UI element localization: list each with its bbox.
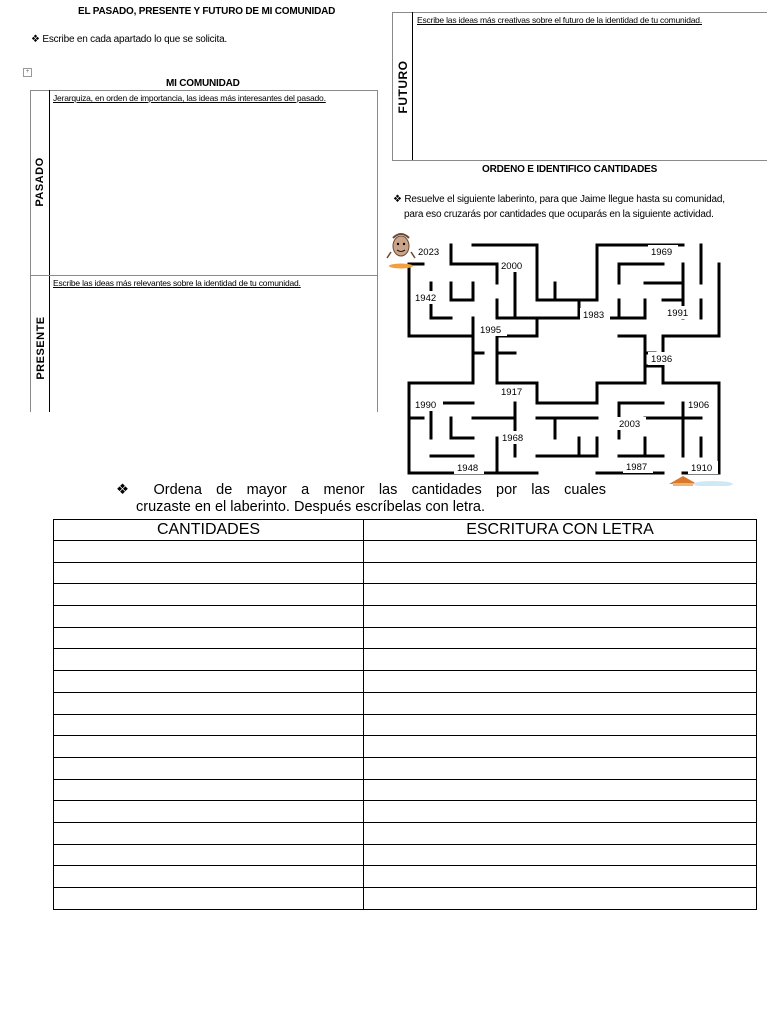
maze-number: 1910 (691, 463, 713, 474)
pasado-answer-area[interactable] (52, 106, 374, 272)
table-move-handle-icon[interactable]: + (23, 68, 32, 77)
cantidad-cell[interactable] (54, 627, 364, 649)
maze-number: 1936 (651, 354, 673, 365)
table-row (54, 844, 757, 866)
cantidad-cell[interactable] (54, 692, 364, 714)
escritura-cell[interactable] (364, 692, 757, 714)
escritura-cell[interactable] (364, 714, 757, 736)
maze-number: 1917 (501, 387, 523, 398)
escritura-cell[interactable] (364, 888, 757, 910)
maze-number: 1968 (502, 433, 524, 444)
table-row (54, 822, 757, 844)
maze-number: 2000 (501, 261, 523, 272)
escritura-cell[interactable] (364, 541, 757, 563)
pasado-prompt: Jerarquiza, en orden de importancia, las ideas más interesantes del pasado. (53, 93, 326, 103)
cantidad-cell[interactable] (54, 844, 364, 866)
table-row (54, 866, 757, 888)
maze-number: 2003 (619, 419, 641, 430)
cantidad-cell[interactable] (54, 779, 364, 801)
table-row (54, 714, 757, 736)
instruction-2 (393, 192, 725, 222)
cantidad-cell[interactable] (54, 888, 364, 910)
main-title: EL PASADO, PRESENTE Y FUTURO DE MI COMUNIDAD (78, 6, 336, 17)
escritura-cell[interactable] (364, 801, 757, 823)
futuro-answer-area[interactable] (416, 28, 762, 156)
cantidad-cell[interactable] (54, 541, 364, 563)
section-2-title: ORDENO E IDENTIFICO CANTIDADES (482, 164, 658, 175)
table-row (54, 888, 757, 910)
maze-number: 1948 (457, 463, 479, 474)
escritura-cell[interactable] (364, 844, 757, 866)
table-row (54, 757, 757, 779)
instruction-3a-text: Ordena de mayor a menor las cantidades por las cuales (153, 482, 607, 498)
maze-number: 1969 (651, 247, 673, 258)
cantidad-cell[interactable] (54, 649, 364, 671)
maze-number: 1906 (688, 400, 710, 411)
cantidad-cell[interactable] (54, 714, 364, 736)
escritura-cell[interactable] (364, 822, 757, 844)
table-row (54, 801, 757, 823)
instruction-2b-text: para eso cruzarás por cantidades que ocuparás en la siguiente actividad. (404, 209, 714, 220)
cantidad-cell[interactable] (54, 671, 364, 693)
escritura-cell[interactable] (364, 671, 757, 693)
cantidad-cell[interactable] (54, 866, 364, 888)
escritura-cell[interactable] (364, 627, 757, 649)
futuro-prompt: Escribe las ideas más creativas sobre el futuro de la identidad de tu comunidad. (417, 15, 702, 25)
maze-number: 1942 (415, 293, 437, 304)
table-row (54, 671, 757, 693)
maze-number: 1991 (667, 308, 689, 319)
presente-answer-area[interactable] (52, 292, 374, 410)
maze (383, 228, 740, 486)
table-row (54, 562, 757, 584)
presente-label: PRESENTE (35, 316, 47, 380)
escritura-cell[interactable] (364, 562, 757, 584)
cantidad-cell[interactable] (54, 736, 364, 758)
escritura-cell[interactable] (364, 736, 757, 758)
instruction-1 (31, 34, 227, 45)
escritura-cell[interactable] (364, 606, 757, 628)
bullet-icon: ❖ (31, 34, 40, 45)
escritura-cell[interactable] (364, 866, 757, 888)
cantidad-cell[interactable] (54, 562, 364, 584)
col-header-escritura: ESCRITURA CON LETRA (364, 520, 757, 541)
maze-number: 1990 (415, 400, 437, 411)
bullet-icon: ❖ (116, 482, 140, 498)
cantidad-cell[interactable] (54, 801, 364, 823)
table-row (54, 692, 757, 714)
maze-number: 1983 (583, 310, 605, 321)
escritura-cell[interactable] (364, 649, 757, 671)
presente-prompt: Escribe las ideas más relevantes sobre la identidad de tu comunidad. (53, 278, 301, 288)
pasado-label: PASADO (34, 157, 46, 207)
cantidad-cell[interactable] (54, 606, 364, 628)
cantidad-cell[interactable] (54, 584, 364, 606)
cantidad-cell[interactable] (54, 757, 364, 779)
table-row (54, 606, 757, 628)
escritura-cell[interactable] (364, 779, 757, 801)
maze-number: 1995 (480, 325, 502, 336)
table-row (54, 584, 757, 606)
escritura-cell[interactable] (364, 584, 757, 606)
table-row (54, 779, 757, 801)
bullet-icon: ❖ (393, 194, 402, 205)
table-row (54, 736, 757, 758)
community-house-icon (669, 476, 733, 486)
instruction-1-text: Escribe en cada apartado lo que se solicita. (42, 34, 228, 45)
cantidad-cell[interactable] (54, 822, 364, 844)
maze-number: 1987 (626, 462, 648, 473)
answer-table (53, 519, 757, 910)
col-header-cantidades: CANTIDADES (54, 520, 364, 541)
futuro-label: FUTURO (396, 60, 410, 114)
table-row (54, 627, 757, 649)
instruction-3b-text: cruzaste en el laberinto. Después escríbelas con letra. (136, 499, 485, 515)
instruction-2a-text: Resuelve el siguiente laberinto, para que Jaime llegue hasta su comunidad, (404, 194, 725, 205)
table-row (54, 541, 757, 563)
table-row (54, 649, 757, 671)
community-table-header: MI COMUNIDAD (166, 78, 240, 89)
escritura-cell[interactable] (364, 757, 757, 779)
instruction-3 (116, 482, 606, 516)
maze-number: 2023 (418, 247, 440, 258)
